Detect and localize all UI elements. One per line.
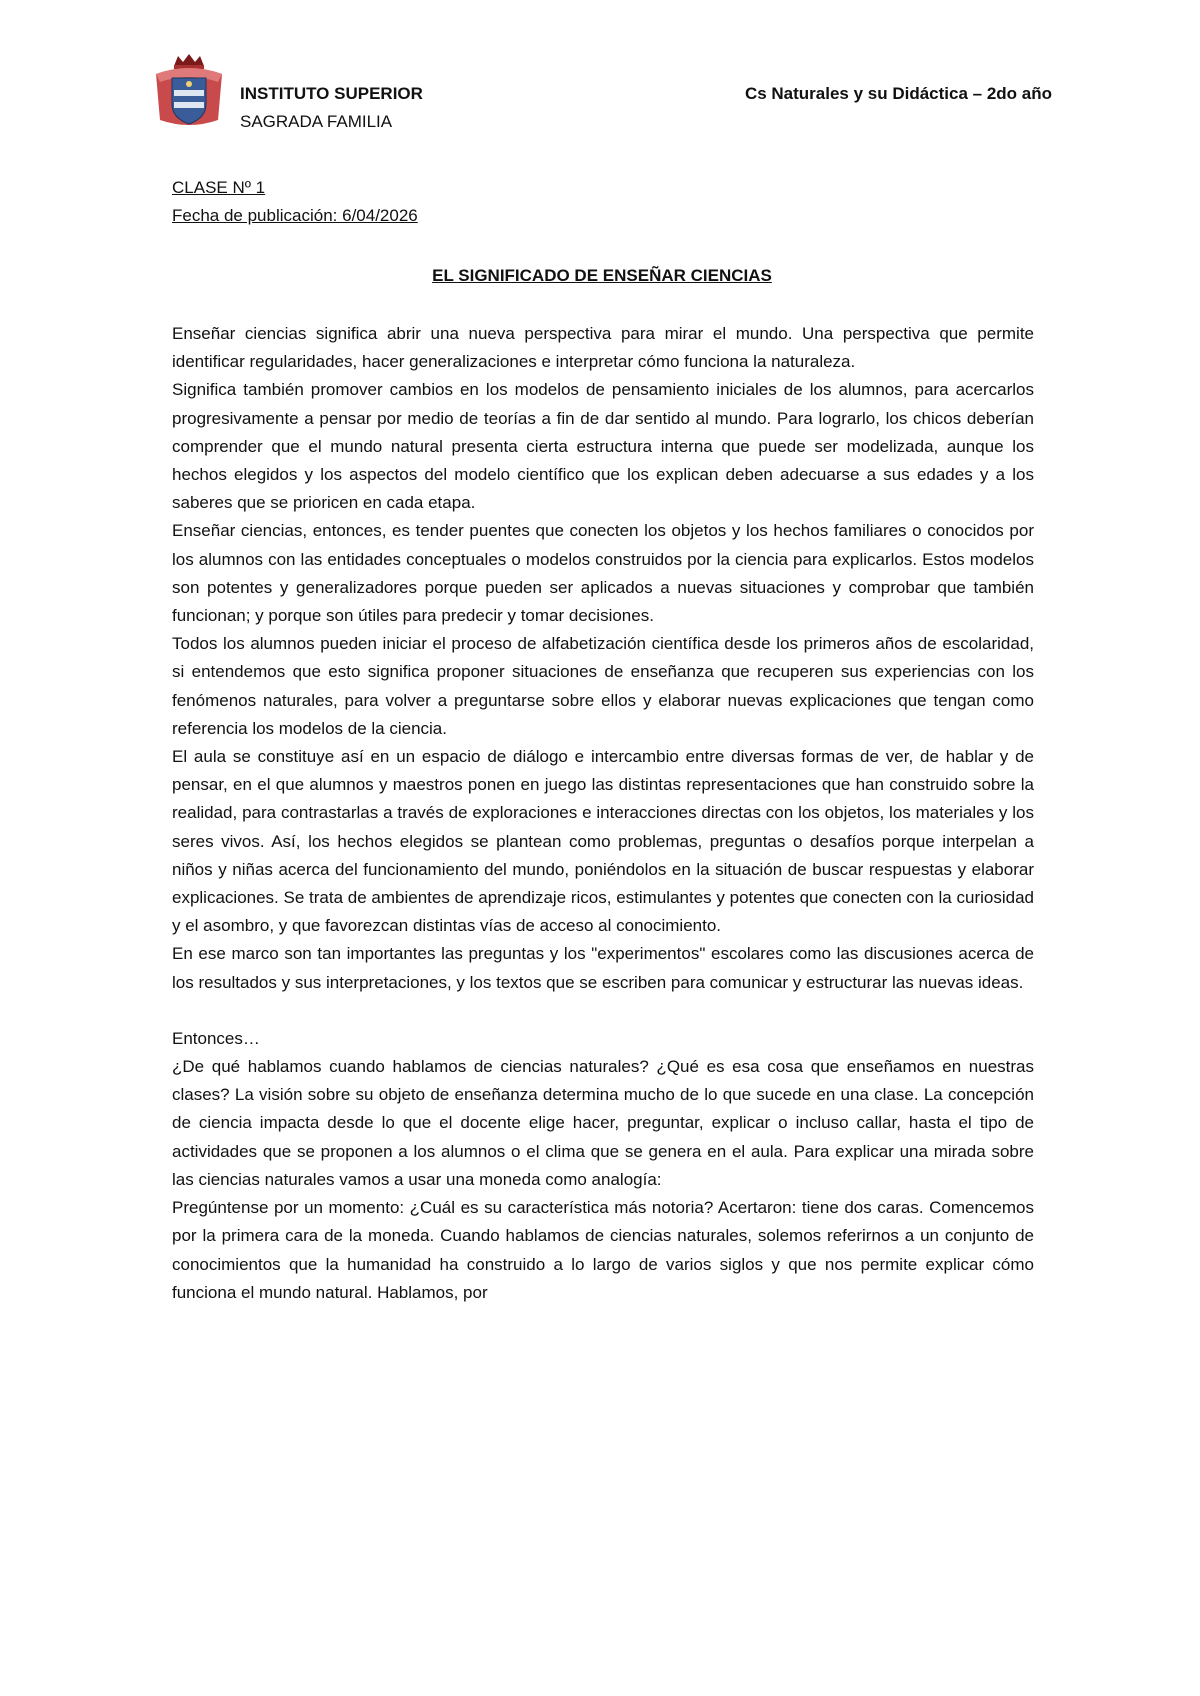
paragraph-spacer bbox=[172, 997, 1034, 1025]
institution-line-1: INSTITUTO SUPERIOR bbox=[240, 84, 423, 103]
course-title: Cs Naturales y su Didáctica – 2do año bbox=[744, 84, 1052, 103]
document-title: EL SIGNIFICADO DE ENSEÑAR CIENCIAS bbox=[432, 266, 772, 285]
paragraph-4: Todos los alumnos pueden iniciar el proceso de alfabetización científica desde los primeros años de escolaridad, si entendemos que esto significa proponer situaciones de enseñanza que recuperen sus experiencias con los fenómenos naturales, para volver a preguntarse sobre ellos y elaborar nuevas explicaciones que tengan como referencia los modelos de la ciencia. bbox=[172, 634, 1034, 738]
paragraph-6: En ese marco son tan importantes las preguntas y los "experimentos" escolares como las discusiones acerca de los resultados y sus interpretaciones, y los textos que se escriben para comunicar y estructurar las nuevas ideas. bbox=[172, 944, 1034, 992]
paragraph-5: El aula se constituye así en un espacio de diálogo e intercambio entre diversas formas de ver, de hablar y de pensar, en el que alumnos y maestros ponen en juego las distintas representaciones que han construido sobre la realidad, para contrastarlas a través de exploraciones e interacciones directas con los objetos, los materiales y los seres vivos. Así, los hechos elegidos se plantean como problemas, preguntas o desafíos porque interpelan a niños y niñas acerca del funcionamiento del mundo, poniéndolos en la situación de buscar respuestas y elaborar explicaciones. Se trata de ambientes de aprendizaje ricos, estimulantes y potentes que conecten con la curiosidad y el asombro, y que favorezcan distintas vías de acceso al conocimiento. bbox=[172, 747, 1034, 936]
class-meta bbox=[172, 174, 418, 230]
paragraph-2: Significa también promover cambios en los modelos de pensamiento iniciales de los alumnos, para acercarlos progresivamente a pensar por medio de teorías a fin de dar sentido al mundo. Para lograrlo, los chicos deberían comprender que el mundo natural presenta cierta estructura interna que puede ser modelizada, aunque los hechos elegidos y los aspectos del modelo científico que los explican deben adecuarse a sus edades y a los saberes que se prioricen en cada etapa. bbox=[172, 380, 1034, 513]
institution-name bbox=[240, 80, 423, 136]
institution-line-2: SAGRADA FAMILIA bbox=[240, 112, 393, 131]
section-paragraph-2: Pregúntense por un momento: ¿Cuál es su característica más notoria? Acertaron: tiene dos caras. Comencemos por la primera cara de la moneda. Cuando hablamos de ciencias naturales, solemos referirnos a un conjunto de conocimientos que la humanidad ha construido a lo largo de varios siglos y que nos permite explicar cómo funciona el mundo natural. Hablamos, por bbox=[172, 1198, 1034, 1302]
paragraph-3: Enseñar ciencias, entonces, es tender puentes que conecten los objetos y los hechos familiares o conocidos por los alumnos con las entidades conceptuales o modelos construidos por la ciencia para explicarlos. Estos modelos son potentes y generalizadores porque pueden ser aplicados a nuevas situaciones y comprobar que también funcionan; y porque son útiles para predecir y tomar decisiones. bbox=[172, 521, 1034, 626]
section-intro: Entonces… bbox=[172, 1028, 260, 1048]
institutional-crest-icon bbox=[152, 52, 226, 130]
section-paragraph-1: ¿De qué hablamos cuando hablamos de ciencias naturales? ¿Qué es esa cosa que enseñamos en nuestras clases? La visión sobre su objeto de enseñanza determina mucho de lo que sucede en una clase. La concepción de ciencia impacta desde lo que el docente elige hacer, preguntar, explicar o incluso callar, hasta el tipo de actividades que se proponen a los alumnos o el clima que se genera en el aula. Para explicar una mirada sobre las ciencias naturales vamos a usar una moneda como analogía: bbox=[172, 1057, 1034, 1189]
publication-date: Fecha de publicación: 6/04/2026 bbox=[172, 206, 418, 225]
class-number: CLASE Nº 1 bbox=[172, 178, 266, 197]
paragraph-1: Enseñar ciencias significa abrir una nueva perspectiva para mirar el mundo. Una perspectiva que permite identificar regularidades, hacer generalizaciones e interpretar cómo funciona la naturaleza. bbox=[172, 324, 1034, 372]
document-body bbox=[172, 320, 1034, 1307]
